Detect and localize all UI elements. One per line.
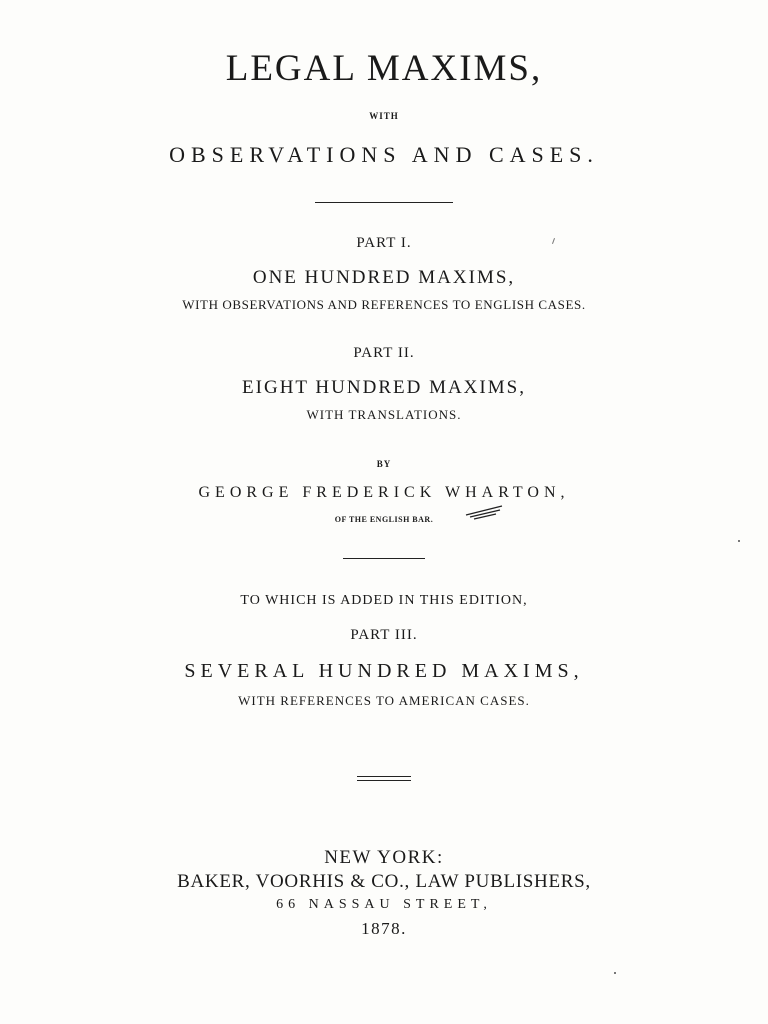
part1-title: ONE HUNDRED MAXIMS, [252,267,516,288]
imprint-publisher: BAKER, VOORHIS & CO., LAW PUBLISHERS, [177,871,591,892]
part2-heading: PART II. [353,345,415,361]
part2-description: WITH TRANSLATIONS. [306,407,462,422]
double-rule [357,776,411,781]
part3-description: WITH REFERENCES TO AMERICAN CASES. [238,693,530,708]
by-word: BY [376,459,392,469]
author-affiliation: OF THE ENGLISH BAR. [334,515,434,524]
part1-description: WITH OBSERVATIONS AND REFERENCES TO ENGLISH CASES. [182,297,586,312]
imprint-city: NEW YORK: [324,847,444,868]
divider-rule [315,202,453,203]
part3-title: SEVERAL HUNDRED MAXIMS, [184,660,584,682]
book-title: LEGAL MAXIMS, [225,48,543,89]
scan-speck [738,540,740,542]
author-name: GEORGE FREDERICK WHARTON, [198,484,570,501]
part2-title: EIGHT HUNDRED MAXIMS, [242,377,526,398]
book-subtitle: OBSERVATIONS AND CASES. [169,142,599,167]
imprint-address: 66 NASSAU STREET, [276,897,492,912]
with-word: WITH [369,111,399,121]
divider-rule [343,558,425,559]
imprint-year: 1878. [361,919,407,938]
part3-heading: PART III. [350,627,418,643]
pen-strike-mark [462,502,506,522]
part1-heading: PART I. [356,235,412,251]
scan-speck [614,972,616,974]
added-note: TO WHICH IS ADDED IN THIS EDITION, [240,593,528,608]
